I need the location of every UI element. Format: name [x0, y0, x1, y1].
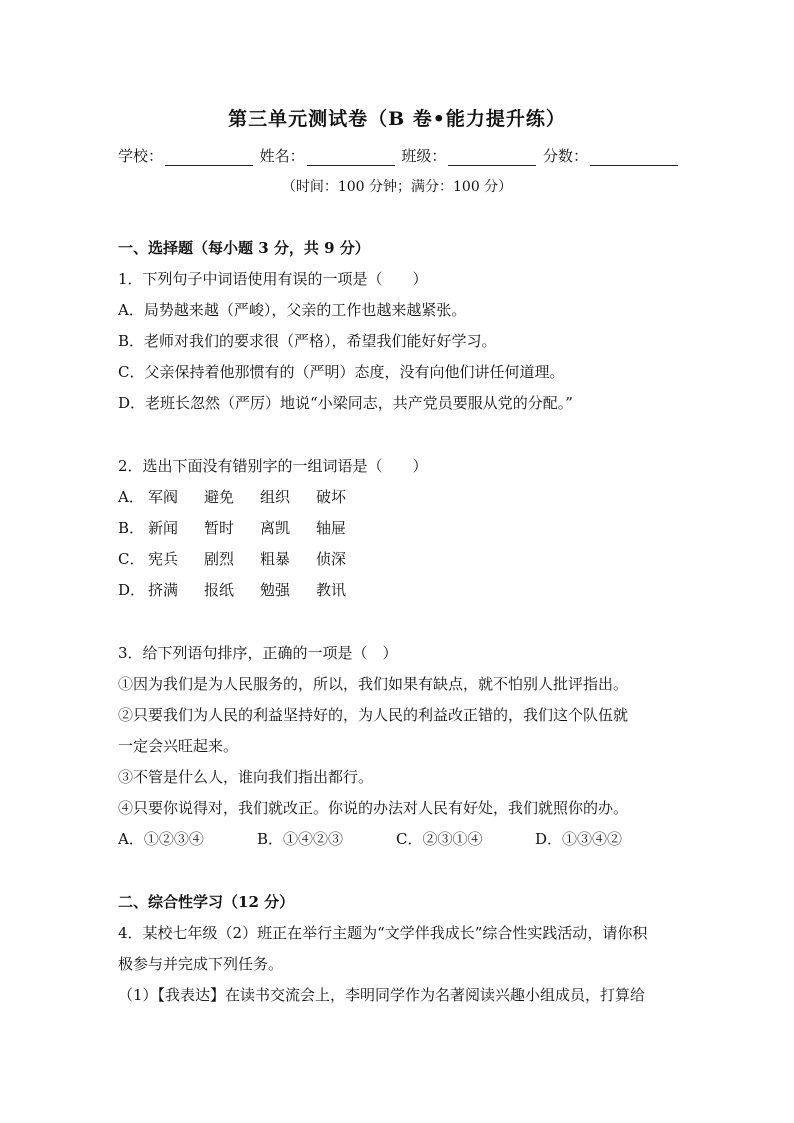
q4-line: 极参与并完成下列任务。	[118, 955, 284, 973]
q2-stem: 2．选出下面没有错别字的一组词语是（ ）	[118, 457, 428, 475]
q2-c-label: C．	[118, 550, 145, 568]
time-note: （时间：100 分钟；满分：100 分）	[281, 179, 513, 195]
school-label: 学校：	[118, 147, 164, 165]
q2-b-word: 暂时	[204, 519, 235, 537]
section2-heading: 二、综合性学习（12 分）	[118, 893, 295, 911]
q3-option-c: C．②③①④	[396, 830, 483, 848]
q2-c-word: 剧烈	[204, 550, 235, 568]
q2-option-b	[118, 517, 372, 538]
score-label: 分数：	[542, 147, 588, 165]
q3-option-d: D．①③④②	[535, 830, 623, 848]
q3-sentence: ②只要我们为人民的利益坚持好的，为人民的利益改正错的，我们这个队伍就	[118, 706, 629, 724]
q2-option-d	[118, 579, 372, 600]
page-title: 第三单元测试卷（B 卷•能力提升练）	[228, 108, 566, 130]
exam-body	[118, 0, 678, 1123]
q2-c-word: 宪兵	[148, 550, 179, 568]
q3-option-b: B．①④②③	[257, 830, 344, 848]
q3-option-a: A．①②③④	[118, 830, 204, 848]
q2-a-label: A．	[118, 488, 144, 506]
q2-d-word: 勉强	[260, 581, 291, 599]
q2-b-label: B．	[118, 519, 145, 537]
q2-option-a	[118, 486, 372, 507]
q3-sentence: ④只要你说得对，我们就改正。你说的办法对人民有好处，我们就照你的办。	[118, 799, 629, 817]
q2-c-word: 粗暴	[260, 550, 291, 568]
q2-d-word: 报纸	[204, 581, 235, 599]
q2-a-word: 军阀	[148, 488, 179, 506]
q2-b-word: 离凯	[260, 519, 291, 537]
q4-line: （1）【我表达】在读书交流会上，李明同学作为名著阅读兴趣小组成员，打算给	[118, 986, 646, 1004]
q2-a-word: 组织	[260, 488, 291, 506]
q1-option-b: B．老师对我们的要求很（严格），希望我们能好好学习。	[118, 332, 497, 350]
q2-c-word: 侦深	[316, 550, 347, 568]
q2-b-word: 新闻	[148, 519, 179, 537]
q3-sentence: ①因为我们是为人民服务的，所以，我们如果有缺点，就不怕别人批评指出。	[118, 675, 629, 693]
q3-sentence: ③不管是什么人，谁向我们指出都行。	[118, 768, 374, 786]
q1-option-d: D．老班长忽然（严厉）地说“小梁同志，共产党员要服从党的分配。”	[118, 394, 573, 412]
q2-d-word: 教讯	[316, 581, 347, 599]
section1-heading: 一、选择题（每小题 3 分，共 9 分）	[118, 239, 370, 257]
q1-stem: 1．下列句子中词语使用有误的一项是（ ）	[118, 270, 428, 288]
q2-b-word: 轴屉	[316, 519, 347, 537]
q3-sentence: 一定会兴旺起来。	[118, 737, 239, 755]
class-label: 班级：	[401, 147, 447, 165]
q2-d-word: 挤满	[148, 581, 179, 599]
q3-options	[118, 828, 674, 849]
q1-option-c: C．父亲保持着他那惯有的（严明）态度，没有向他们讲任何道理。	[118, 363, 565, 381]
name-label: 姓名：	[259, 147, 305, 165]
q1-option-a: A．局势越来越（严峻），父亲的工作也越来越紧张。	[118, 301, 467, 319]
q2-a-word: 避免	[204, 488, 235, 506]
q4-line: 4．某校七年级（2）班正在举行主题为“文学伴我成长”综合性实践活动，请你积	[118, 924, 648, 942]
q2-option-c	[118, 548, 372, 569]
q2-d-label: D．	[118, 581, 146, 599]
q2-a-word: 破坏	[316, 488, 347, 506]
q3-stem: 3．给下列语句排序，正确的一项是（ ）	[118, 644, 398, 662]
